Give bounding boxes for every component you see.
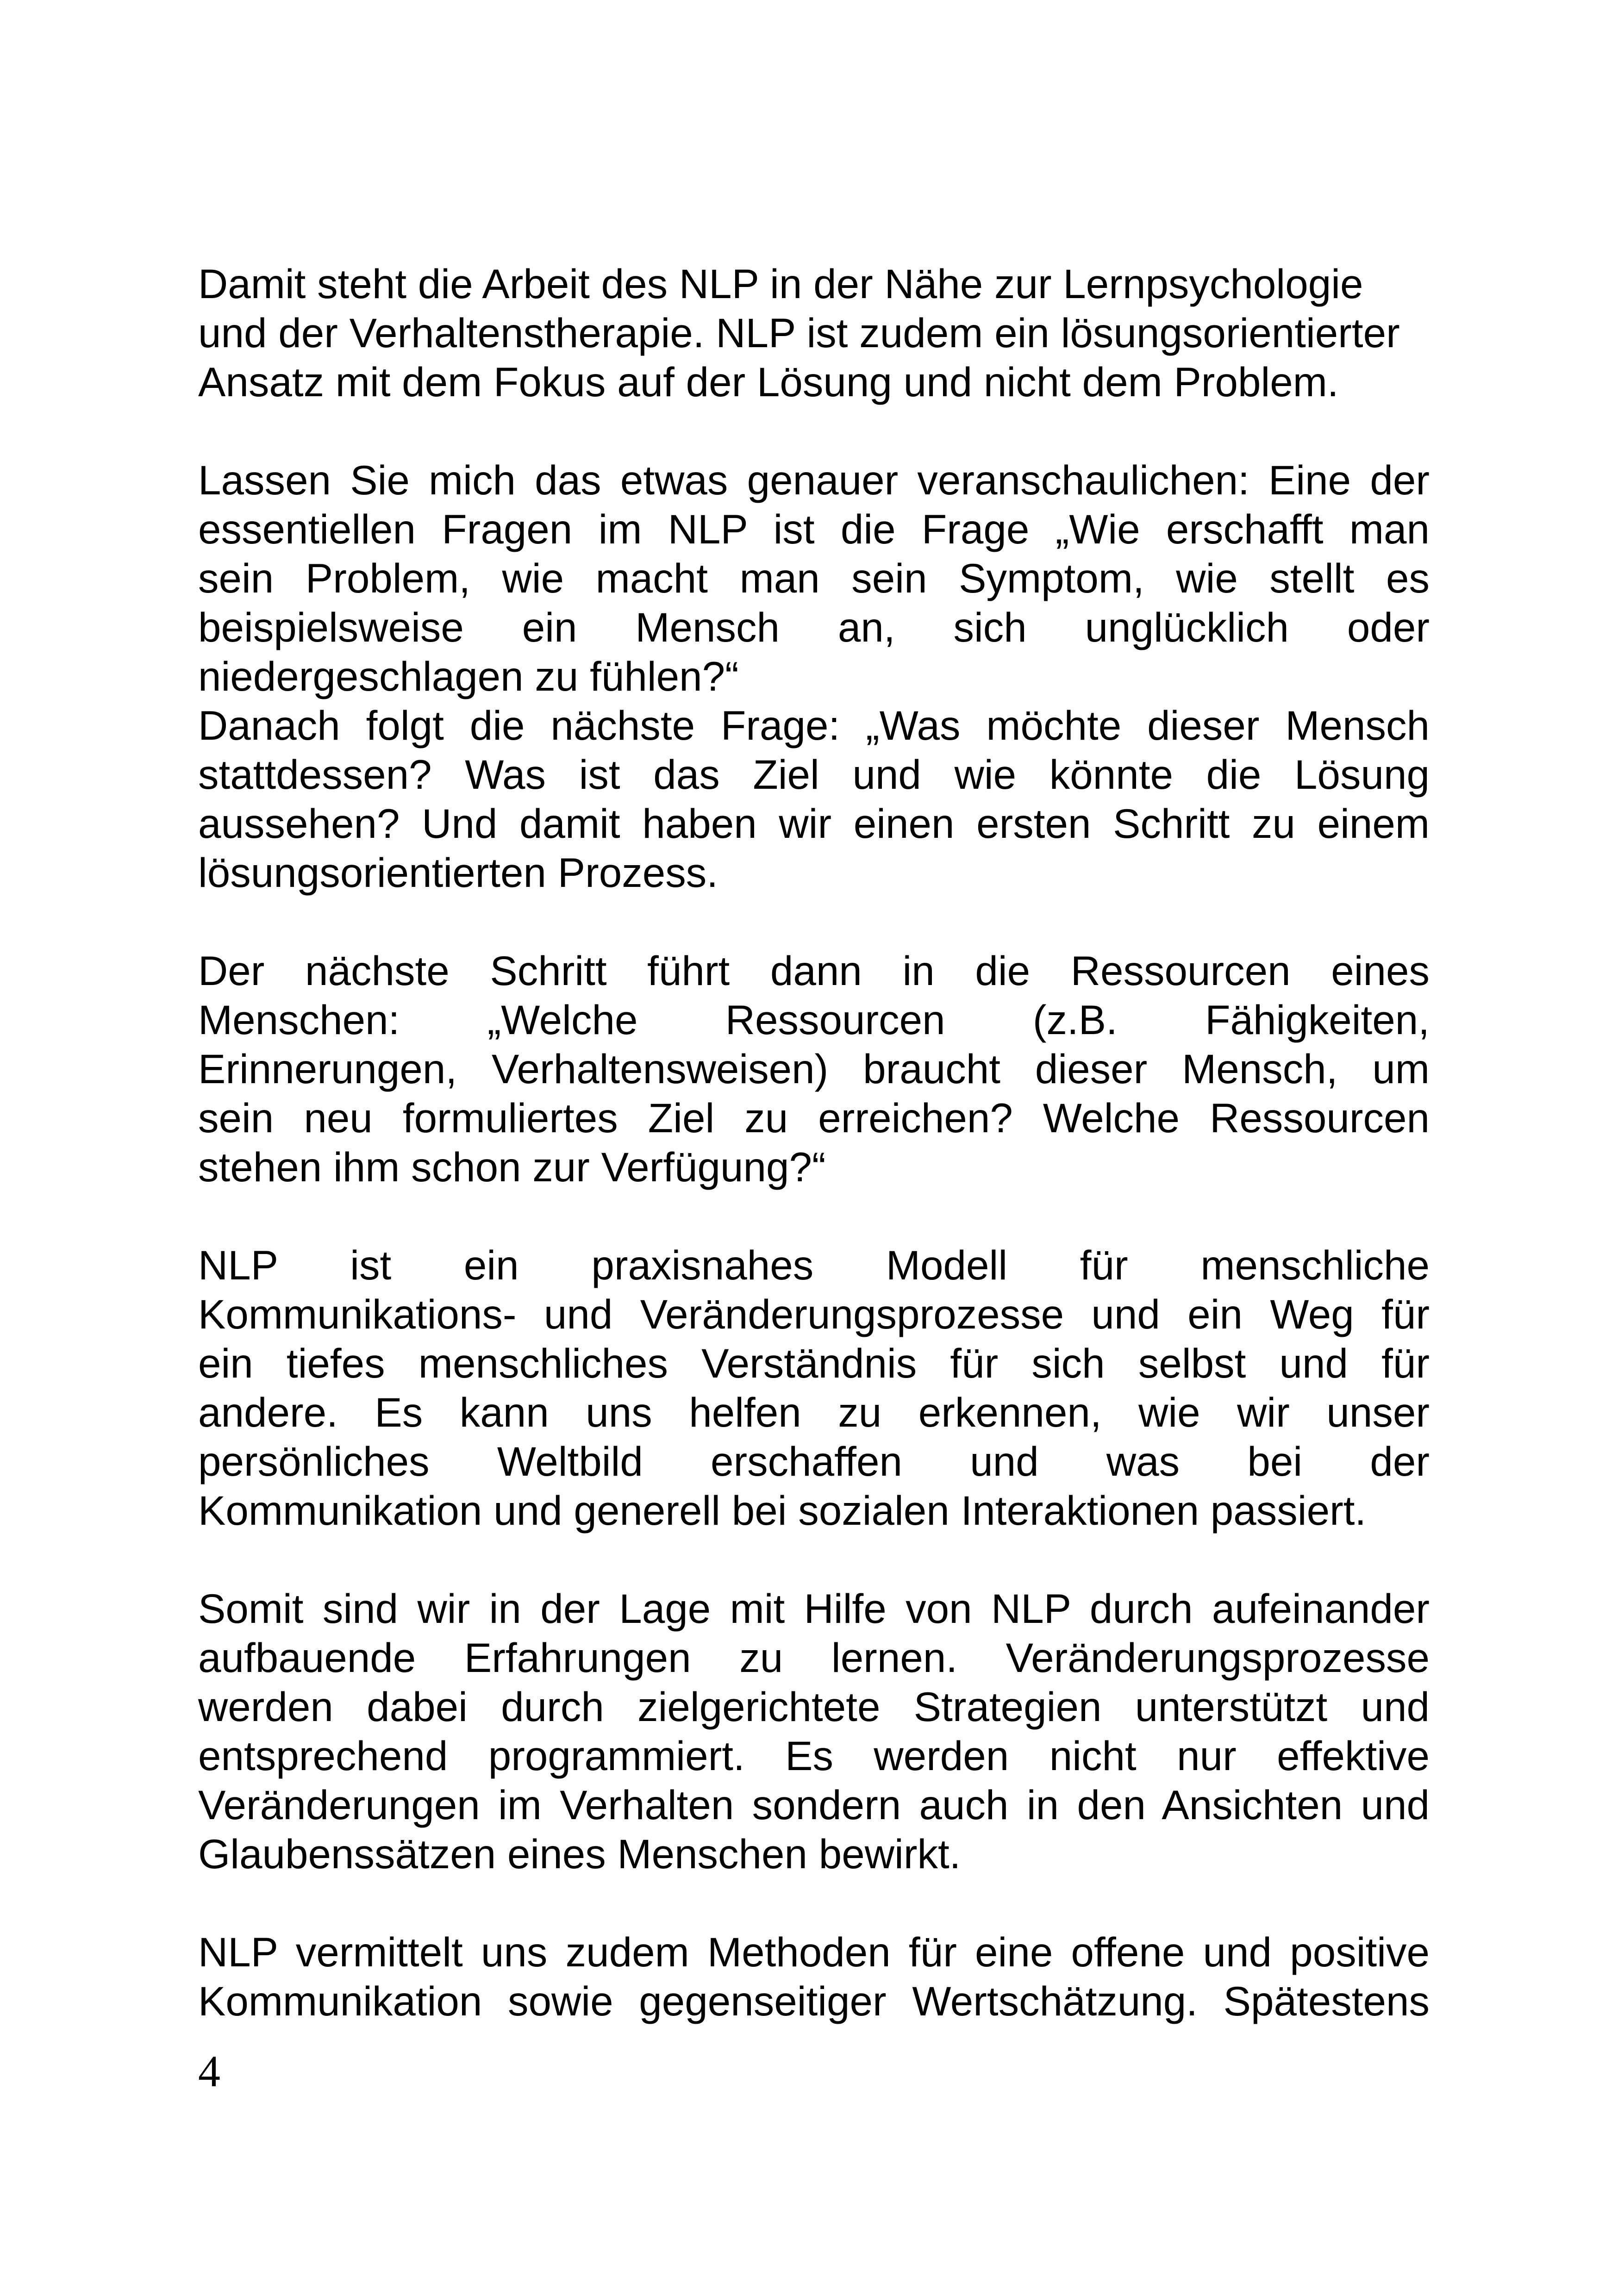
text-line: persönliches Weltbild erschaffen und was bei der	[198, 1438, 1430, 1484]
paragraph-gap	[198, 1535, 1430, 1584]
text-line: werden dabei durch zielgerichtete Strategien unterstützt und	[198, 1684, 1430, 1730]
paragraph	[198, 1927, 1430, 2026]
text-line: NLP vermittelt uns zudem Methoden für eine offene und positive	[198, 1929, 1430, 1975]
text-line: Glaubenssätzen eines Menschen bewirkt.	[198, 1831, 961, 1877]
body-text	[198, 259, 1430, 2026]
text-line: Veränderungen im Verhalten sondern auch in den Ansichten und	[198, 1782, 1430, 1828]
text-line: Kommunikation sowie gegenseitiger Wertschätzung. Spätestens	[198, 1978, 1430, 2024]
text-line: Danach folgt die nächste Frage: „Was möchte dieser Mensch	[198, 702, 1430, 748]
text-line: Erinnerungen, Verhaltensweisen) braucht dieser Mensch, um	[198, 1046, 1430, 1092]
text-line: Lassen Sie mich das etwas genauer veranschaulichen: Eine der	[198, 457, 1430, 503]
text-line: stattdessen? Was ist das Ziel und wie könnte die Lösung	[198, 751, 1430, 798]
text-line: Menschen: „Welche Ressourcen (z.B. Fähigkeiten,	[198, 997, 1430, 1043]
text-line: und der Verhaltenstherapie. NLP ist zudem ein lösungsorientierter	[198, 310, 1400, 356]
paragraph	[198, 1241, 1430, 1535]
text-line: lösungsorientierten Prozess.	[198, 849, 718, 896]
text-line: stehen ihm schon zur Verfügung?“	[198, 1144, 826, 1190]
text-line: beispielsweise ein Mensch an, sich unglücklich oder	[198, 604, 1430, 650]
text-line: sein neu formuliertes Ziel zu erreichen? Welche Ressourcen	[198, 1095, 1430, 1141]
text-line: entsprechend programmiert. Es werden nicht nur effektive	[198, 1733, 1430, 1779]
text-line: Damit steht die Arbeit des NLP in der Nähe zur Lernpsychologie	[198, 261, 1363, 307]
text-line: NLP ist ein praxisnahes Modell für menschliche	[198, 1242, 1430, 1288]
text-line: Kommunikation und generell bei sozialen Interaktionen passiert.	[198, 1487, 1367, 1534]
text-line: Kommunikations- und Veränderungsprozesse und ein Weg für	[198, 1291, 1430, 1337]
paragraph	[198, 1584, 1430, 1878]
paragraph-gap	[198, 1878, 1430, 1927]
text-line: ein tiefes menschliches Verständnis für sich selbst und für	[198, 1340, 1430, 1386]
text-line: Somit sind wir in der Lage mit Hilfe von NLP durch aufeinander	[198, 1585, 1430, 1632]
text-line: aussehen? Und damit haben wir einen ersten Schritt zu einem	[198, 800, 1430, 847]
paragraph	[198, 455, 1430, 897]
text-line: essentiellen Fragen im NLP ist die Frage „Wie erschafft man	[198, 506, 1430, 552]
text-line: niedergeschlagen zu fühlen?“	[198, 653, 739, 699]
text-line: Der nächste Schritt führt dann in die Ressourcen eines	[198, 948, 1430, 994]
paragraph-gap	[198, 406, 1430, 455]
text-line: sein Problem, wie macht man sein Symptom, wie stellt es	[198, 555, 1430, 601]
page-number: 4	[198, 2046, 220, 2096]
paragraph	[198, 259, 1430, 406]
text-line: aufbauende Erfahrungen zu lernen. Veränderungsprozesse	[198, 1634, 1430, 1681]
paragraph	[198, 946, 1430, 1191]
paragraph-gap	[198, 1191, 1430, 1241]
paragraph-gap	[198, 897, 1430, 946]
text-line: andere. Es kann uns helfen zu erkennen, wie wir unser	[198, 1389, 1430, 1435]
text-line: Ansatz mit dem Fokus auf der Lösung und nicht dem Problem.	[198, 359, 1339, 405]
